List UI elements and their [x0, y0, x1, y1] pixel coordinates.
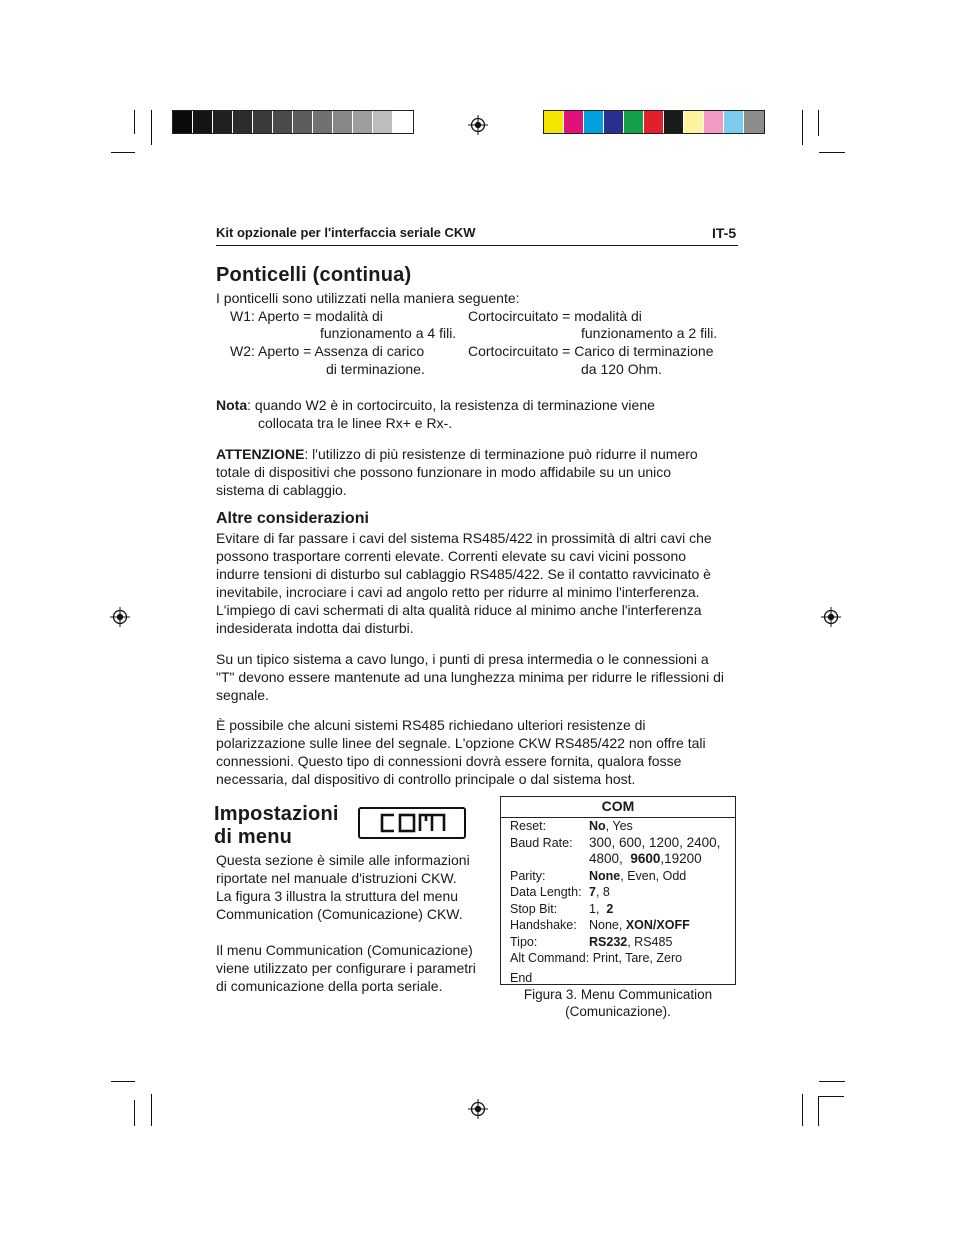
alt-command-label: Alt Command:	[510, 951, 590, 965]
crop-mark	[818, 1096, 844, 1097]
paragraph-line: "T" devono essere mantenute ad una lunghezza minima per ridurre le riflessioni di	[216, 669, 724, 685]
default-value: 2	[606, 902, 614, 916]
menu-value-stop-bit	[589, 901, 613, 917]
crop-mark	[111, 1081, 135, 1082]
paragraph-line: indurre tensioni di disturbo sul cablaggio RS485/422. Se il contatto ravvicinato è	[216, 566, 711, 582]
w1-short-text: funzionamento a 2 fili.	[581, 325, 718, 341]
crop-mark	[134, 1100, 135, 1126]
paragraph-line: Communication (Comunicazione) CKW.	[216, 906, 463, 922]
menu-label-stop-bit: Stop Bit:	[510, 902, 558, 916]
crop-mark	[818, 110, 819, 136]
paragraph-line: Questa sezione è simile alle informazioni	[216, 852, 470, 868]
paragraph-line: riportate nel manuale d'istruzioni CKW.	[216, 870, 457, 886]
paragraph-line: Evitare di far passare i cavi del sistema RS485/422 in prossimità di altri cavi che	[216, 530, 712, 546]
option-values: , 8	[595, 885, 610, 899]
paragraph-line: connessioni. Questo tipo di connessioni dovrà essere fornita, qualora fosse	[216, 753, 682, 769]
menu-value-baud: 300, 600, 1200, 2400,	[589, 835, 721, 850]
paragraph-line: segnale.	[216, 687, 269, 703]
note-text: collocata tra le linee Rx+ e Rx-.	[258, 415, 453, 431]
crop-mark	[819, 1081, 845, 1082]
menu-label-parity: Parity:	[510, 869, 546, 883]
default-value: RS232	[589, 935, 628, 949]
menu-value-handshake	[589, 917, 690, 933]
page-number: IT-5	[712, 225, 737, 241]
seven-segment-com-icon	[360, 809, 464, 837]
caption-line: Figura 3. Menu Communication	[523, 987, 713, 1002]
color-swatch	[173, 111, 193, 133]
color-swatch	[644, 111, 664, 133]
crop-mark	[134, 110, 135, 134]
display-com-readout	[358, 807, 466, 839]
color-swatch	[233, 111, 253, 133]
figure-caption	[500, 986, 736, 1020]
option-values: ,19200	[660, 851, 702, 866]
color-swatch	[393, 111, 413, 133]
color-swatch	[684, 111, 704, 133]
note-label: Nota	[216, 397, 248, 413]
crop-mark	[151, 110, 152, 145]
menu-header: COM	[501, 797, 735, 818]
paragraph-line: di comunicazione della porta seriale.	[216, 978, 443, 994]
paragraph-line: È possibile che alcuni sistemi RS485 richiedano ulteriori resistenze di	[216, 717, 646, 733]
paragraph-line: possono trasportare correnti elevate. Correnti elevate su cavi vicini possono	[216, 548, 687, 564]
default-value: 7	[589, 885, 596, 899]
paragraph-line: La figura 3 illustra la struttura del menu	[216, 888, 459, 904]
w1-open-text: funzionamento a 4 fili.	[320, 325, 457, 341]
grayscale-calibration-bar	[172, 110, 414, 134]
menu-label-reset: Reset:	[510, 819, 547, 833]
intro-text: I ponticelli sono utilizzati nella maniera seguente:	[216, 290, 520, 306]
section-title: Impostazioni	[214, 803, 339, 825]
color-swatch	[664, 111, 684, 133]
color-swatch	[213, 111, 233, 133]
section-title: di menu	[214, 826, 293, 848]
paragraph-line: necessaria, dal dispositivo di controllo principale o dal sistema host.	[216, 771, 636, 787]
color-swatch	[584, 111, 604, 133]
color-swatch	[253, 111, 273, 133]
subsection-title: Altre considerazioni	[216, 510, 369, 527]
menu-label-alt-command	[510, 950, 682, 966]
registration-mark-icon	[110, 607, 130, 627]
crop-mark	[151, 1094, 152, 1126]
color-swatch	[704, 111, 724, 133]
option-values: Print, Tare, Zero	[592, 951, 683, 965]
registration-mark-icon	[468, 1099, 488, 1119]
default-value: No	[589, 819, 606, 833]
menu-label-handshake: Handshake:	[510, 918, 577, 932]
section-title: Ponticelli (continua)	[216, 264, 412, 286]
warning-text: sistema di cablaggio.	[216, 482, 347, 498]
option-values: , Even, Odd	[620, 869, 687, 883]
menu-label-baud: Baud Rate:	[510, 836, 573, 850]
menu-value-reset	[589, 818, 633, 834]
default-value: XON/XOFF	[625, 918, 690, 932]
crop-mark	[802, 110, 803, 145]
w1-open-text: W1: Aperto = modalità di	[230, 308, 383, 324]
paragraph-line: L'impiego di cavi schermati di alta qualità riduce al minimo anche l'interferenza	[216, 602, 702, 618]
default-value: None	[589, 869, 621, 883]
menu-value-baud	[589, 851, 702, 867]
w2-open-text: W2: Aperto = Assenza di carico	[230, 343, 425, 359]
color-swatch	[333, 111, 353, 133]
color-swatch	[744, 111, 764, 133]
option-values: , RS485	[627, 935, 673, 949]
option-values: None,	[589, 918, 623, 932]
color-swatch	[353, 111, 373, 133]
menu-end: End	[510, 971, 533, 985]
color-swatch	[293, 111, 313, 133]
warning-text: totale di dispositivi che possono funzionare in modo affidabile su un unico	[216, 464, 672, 480]
caption-line: (Comunicazione).	[565, 1004, 671, 1019]
running-header-title: Kit opzionale per l'interfaccia seriale CKW	[216, 225, 476, 240]
note-text	[216, 396, 655, 414]
paragraph-line: inevitabile, incrociare i cavi ad angolo retto per ridurre al minimo l'interferenza.	[216, 584, 700, 600]
registration-mark-icon	[821, 607, 841, 627]
option-values: 4800,	[589, 851, 623, 866]
option-values: 1,	[589, 902, 600, 916]
w2-short-text: Cortocircuitato = Carico di terminazione	[468, 343, 714, 359]
note-body: : quando W2 è in cortocircuito, la resistenza di terminazione viene	[247, 397, 655, 413]
color-swatch	[313, 111, 333, 133]
warning-body: : l'utilizzo di più resistenze di terminazione può ridurre il numero	[304, 446, 698, 462]
warning-label: ATTENZIONE	[216, 446, 305, 462]
default-value: 9600	[630, 851, 661, 866]
color-swatch	[273, 111, 293, 133]
paragraph-line: Su un tipico sistema a cavo lungo, i punti di presa intermedia o le connessioni a	[216, 651, 709, 667]
crop-mark	[111, 152, 135, 153]
menu-label-data-length: Data Length:	[510, 885, 582, 899]
paragraph-line: viene utilizzato per configurare i parametri	[216, 960, 476, 976]
paragraph-line: Il menu Communication (Comunicazione)	[216, 942, 473, 958]
color-swatch	[564, 111, 584, 133]
color-swatch	[624, 111, 644, 133]
menu-value-parity	[589, 868, 686, 884]
w2-short-text: da 120 Ohm.	[581, 361, 662, 377]
w2-open-text: di terminazione.	[326, 361, 425, 377]
color-swatch	[604, 111, 624, 133]
paragraph-line: indesiderata indotta dai disturbi.	[216, 620, 414, 636]
color-swatch	[193, 111, 213, 133]
color-swatch	[373, 111, 393, 133]
menu-label-tipo: Tipo:	[510, 935, 538, 949]
warning-text	[216, 445, 698, 463]
crop-mark	[818, 1096, 819, 1126]
w1-short-text: Cortocircuitato = modalità di	[468, 308, 642, 324]
header-rule	[216, 245, 738, 246]
crop-mark	[802, 1094, 803, 1126]
registration-mark-icon	[468, 115, 488, 135]
menu-structure-figure	[500, 796, 736, 985]
paragraph-line: polarizzazione sulle linee del segnale. L'opzione CKW RS485/422 non offre tali	[216, 735, 706, 751]
crop-mark	[819, 152, 845, 153]
menu-value-tipo	[589, 934, 672, 950]
color-swatch	[544, 111, 564, 133]
menu-value-data-length	[589, 884, 610, 900]
option-values: , Yes	[605, 819, 633, 833]
color-swatch	[724, 111, 744, 133]
color-calibration-bar	[543, 110, 765, 134]
